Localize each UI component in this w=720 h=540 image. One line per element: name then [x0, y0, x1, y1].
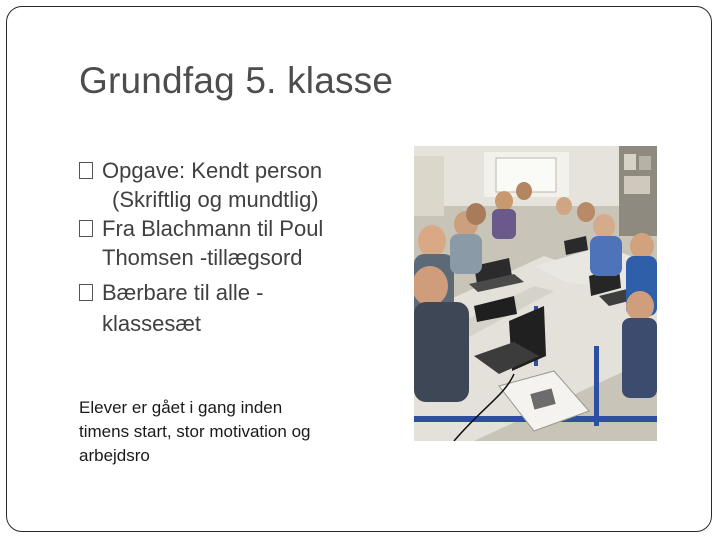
- bullet-list: [79, 156, 379, 338]
- bullet-item: [79, 156, 379, 185]
- bullet-item: [79, 214, 379, 243]
- bullet-line: Bærbare til alle -: [102, 280, 264, 305]
- classroom-photo: [414, 146, 657, 441]
- caption-line: timens start, stor motivation og: [79, 422, 311, 441]
- classroom-photo-illustration: [414, 146, 657, 441]
- bullet-box-icon: [79, 220, 93, 237]
- bullet-continuation: Thomsen -tillægsord: [102, 245, 303, 270]
- bullet-continuation: (Skriftlig og mundtlig): [112, 187, 319, 212]
- bullet-line: Fra Blachmann til Poul: [102, 216, 324, 241]
- caption-line: Elever er gået i gang inden: [79, 398, 283, 417]
- bullet-item: [79, 278, 379, 307]
- bullet-box-icon: [79, 284, 93, 301]
- bullet-box-icon: [79, 162, 93, 179]
- bullet-line: Opgave: Kendt person: [102, 158, 323, 183]
- bullet-continuation: klassesæt: [102, 311, 202, 336]
- photo-caption: [79, 396, 369, 468]
- caption-line: arbejdsro: [79, 446, 150, 465]
- slide-title: Grundfag 5. klasse: [79, 60, 394, 101]
